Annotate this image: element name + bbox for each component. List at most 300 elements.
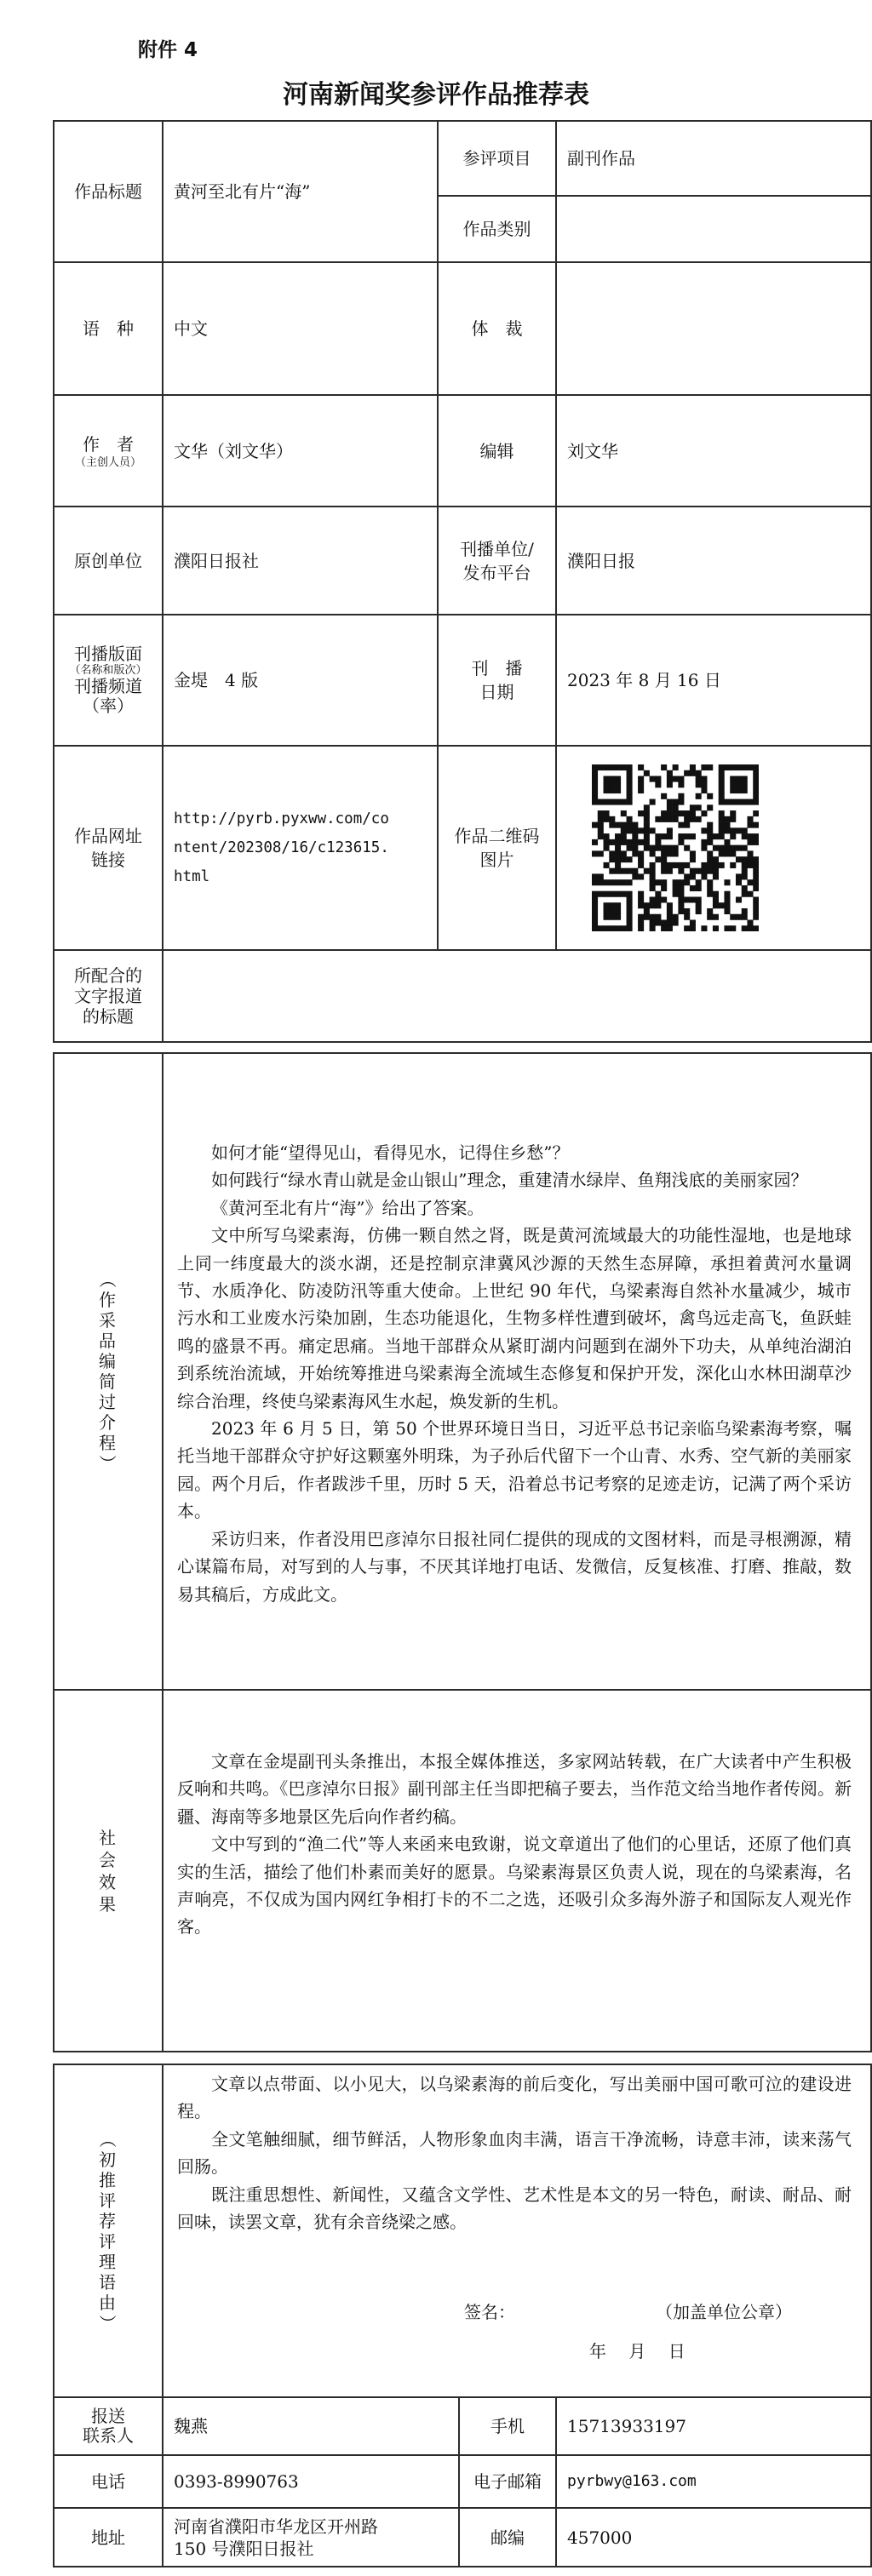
intro-label-char: （ <box>97 1271 118 1288</box>
qr-module <box>696 793 702 799</box>
qr-module <box>598 799 604 805</box>
qr-module <box>747 839 753 845</box>
intro-paragraph: 2023 年 6 月 5 日，第 50 个世界环境日当日，习近平总书记亲临乌梁素海考察，嘱托当地干部群众守护好这颗塞外明珠，为子孙后代留下一个山青、水秀、空气新的美丽家园。两个月后，作者跋涉千里，历时 5 天，沿着总书记考察的足迹走访，记满了两个采访本。 <box>177 1418 852 1522</box>
qr-module <box>604 799 610 805</box>
qr-module <box>690 764 696 770</box>
qr-module <box>632 850 638 856</box>
qr-module <box>707 764 713 770</box>
qr-module <box>684 822 690 828</box>
qr-module <box>638 896 644 902</box>
qr-module <box>667 850 673 856</box>
qr-module <box>615 845 621 851</box>
qr-module <box>604 810 610 816</box>
qr-module <box>667 833 673 839</box>
qr-module <box>644 810 650 816</box>
qr-module <box>747 822 753 828</box>
qr-module <box>650 873 656 879</box>
qr-module <box>661 816 667 822</box>
qr-module <box>753 839 759 845</box>
qr-module <box>667 925 673 931</box>
review-label-char: ） <box>97 2314 118 2332</box>
qr-module <box>673 919 679 925</box>
qr-module <box>667 827 673 833</box>
qr-module <box>742 914 748 920</box>
qr-module <box>730 845 736 851</box>
qr-module <box>730 827 736 833</box>
review-label-char: 评 <box>99 2190 116 2211</box>
qr-module <box>667 919 673 925</box>
qr-module <box>724 839 730 845</box>
qr-module <box>650 776 656 782</box>
qr-module <box>615 833 621 839</box>
qr-label-line2: 图片 <box>479 850 514 870</box>
qr-module <box>650 879 656 885</box>
qr-module <box>627 764 633 770</box>
effect-paragraph: 文章在金堤副刊头条推出，本报全媒体推送，多家网站转载，在广大读者中产生积极反响和共鸣。《巴彦淖尔日报》副刊部主任当即把稿子要去，当作范文给当地作者传阅。新疆、海南等多地景区先后向作者约稿。 <box>177 1751 852 1827</box>
qr-module <box>684 873 690 879</box>
qr-module <box>742 776 748 782</box>
qr-module <box>592 799 598 805</box>
author-value: 文华（刘文华） <box>174 440 293 461</box>
qr-module <box>724 822 730 828</box>
qr-module <box>696 879 702 885</box>
url-value[interactable] <box>164 747 437 949</box>
qr-module <box>747 891 753 897</box>
qr-module <box>627 879 633 885</box>
qr-module <box>730 799 736 805</box>
qr-module <box>650 845 656 851</box>
qr-module <box>701 827 707 833</box>
qr-module <box>753 902 759 908</box>
qr-module <box>724 925 730 931</box>
qr-module <box>724 879 730 885</box>
qr-module <box>736 856 742 862</box>
qr-module <box>707 879 713 885</box>
qr-module <box>592 896 598 902</box>
qr-module <box>592 908 598 914</box>
qr-module <box>736 827 742 833</box>
qr-module <box>678 896 684 902</box>
qr-module <box>736 787 742 793</box>
qr-module <box>701 925 707 931</box>
postcode-value: 457000 <box>567 2527 633 2548</box>
qr-module <box>627 925 633 931</box>
url-value-line3: html <box>174 868 210 885</box>
qr-module <box>661 925 667 931</box>
qr-module <box>661 862 667 868</box>
qr-module <box>604 845 610 851</box>
qr-module <box>742 827 748 833</box>
qr-module <box>690 804 696 810</box>
qr-module <box>736 845 742 851</box>
qr-module <box>632 868 638 874</box>
qr-module <box>690 850 696 856</box>
qr-module <box>719 850 725 856</box>
qr-module <box>678 822 684 828</box>
qr-module <box>609 816 615 822</box>
effect-label-char: 效 <box>99 1871 116 1892</box>
qr-module <box>747 833 753 839</box>
qr-module <box>719 776 725 782</box>
qr-module <box>667 816 673 822</box>
qr-module <box>615 879 621 885</box>
qr-module <box>696 781 702 787</box>
address-value-line2: 150 号濮阳日报社 <box>174 2538 314 2559</box>
genre-value <box>557 263 870 394</box>
qr-module <box>724 816 730 822</box>
qr-module <box>667 776 673 782</box>
qr-module <box>753 781 759 787</box>
qr-module <box>627 827 633 833</box>
date-label-line2: 日期 <box>479 682 514 702</box>
qr-module <box>609 850 615 856</box>
qr-module <box>713 925 719 931</box>
qr-module <box>719 793 725 799</box>
qr-module <box>615 902 621 908</box>
qr-module <box>724 891 730 897</box>
qr-module <box>701 781 707 787</box>
qr-module <box>753 787 759 793</box>
qr-module <box>707 804 713 810</box>
qr-module <box>701 787 707 793</box>
qr-module <box>678 902 684 908</box>
qr-module <box>719 781 725 787</box>
qr-module <box>673 804 679 810</box>
qr-module <box>724 845 730 851</box>
qr-module <box>644 845 650 851</box>
qr-module <box>730 925 736 931</box>
address-label: 地址 <box>91 2527 125 2548</box>
qr-module <box>753 856 759 862</box>
qr-module <box>604 781 610 787</box>
language-label: 语 种 <box>83 318 134 339</box>
qr-label-line1: 作品二维码 <box>454 826 540 846</box>
qr-module <box>621 839 627 845</box>
qr-module <box>615 914 621 920</box>
qr-module <box>753 873 759 879</box>
related-label <box>54 951 162 1041</box>
qr-module <box>655 781 661 787</box>
mobile-label: 手机 <box>490 2416 525 2436</box>
qr-module <box>644 868 650 874</box>
qr-module <box>592 776 598 782</box>
qr-module <box>598 873 604 879</box>
review-label-char: 语 <box>99 2271 116 2293</box>
qr-module <box>615 862 621 868</box>
qr-module <box>747 850 753 856</box>
qr-module <box>592 873 598 879</box>
intro-paragraph: 采访归来，作者没用巴彦淖尔日报社同仁提供的现成的文图材料，而是寻根溯源，精心谋篇布局，对写到的人与事，不厌其详地打电话、发微信，反复核准、打磨、推敲，数易其稿后，方成此文。 <box>177 1528 852 1605</box>
qr-module <box>736 776 742 782</box>
qr-module <box>684 816 690 822</box>
qr-module <box>713 868 719 874</box>
page-label-line1: 刊播版面 <box>74 643 142 664</box>
qr-module <box>678 862 684 868</box>
intro-label-char: 简 <box>99 1371 116 1392</box>
qr-module <box>696 896 702 902</box>
qr-module <box>730 776 736 782</box>
page-label-line3: （率） <box>83 696 134 717</box>
effect-label <box>95 1691 120 2051</box>
qr-module <box>736 781 742 787</box>
date-label <box>439 615 555 745</box>
qr-module <box>684 908 690 914</box>
qr-module <box>678 781 684 787</box>
qr-module <box>742 799 748 805</box>
email-label: 电子邮箱 <box>473 2471 542 2492</box>
qr-module <box>609 868 615 874</box>
qr-module <box>747 862 753 868</box>
qr-module <box>604 914 610 920</box>
qr-module <box>742 856 748 862</box>
qr-module <box>609 908 615 914</box>
qr-module <box>707 856 713 862</box>
qr-module <box>753 908 759 914</box>
page-value: 金堤 4 版 <box>174 670 259 690</box>
qr-module <box>730 787 736 793</box>
genre-label: 体 裁 <box>471 318 523 339</box>
qr-module <box>667 868 673 874</box>
qr-module <box>690 919 696 925</box>
qr-module <box>690 868 696 874</box>
qr-module <box>684 770 690 776</box>
qr-module <box>730 833 736 839</box>
qr-module <box>627 845 633 851</box>
qr-label <box>439 747 555 949</box>
qr-module <box>655 776 661 782</box>
review-label <box>95 2065 120 2396</box>
qr-module <box>678 799 684 805</box>
qr-module <box>592 793 598 799</box>
qr-module <box>736 879 742 885</box>
qr-module <box>644 816 650 822</box>
qr-module <box>661 896 667 902</box>
qr-module <box>615 850 621 856</box>
qr-module <box>742 764 748 770</box>
qr-module <box>609 764 615 770</box>
qr-module <box>621 822 627 828</box>
qr-module <box>678 885 684 891</box>
contact-value: 魏燕 <box>174 2416 208 2436</box>
qr-module <box>713 902 719 908</box>
qr-module <box>621 810 627 816</box>
qr-module <box>753 914 759 920</box>
qr-module <box>736 764 742 770</box>
qr-module <box>615 776 621 782</box>
qr-module <box>661 764 667 770</box>
qr-module <box>598 879 604 885</box>
qr-module <box>644 827 650 833</box>
review-paragraph: 全文笔触细腻，细节鲜活，人物形象血肉丰满，语言干净流畅，诗意丰沛，读来荡气回肠。 <box>177 2128 852 2178</box>
qr-module <box>661 885 667 891</box>
qr-module <box>684 833 690 839</box>
qr-module <box>592 925 598 931</box>
qr-module <box>644 770 650 776</box>
qr-module <box>730 816 736 822</box>
related-label-line3: 的标题 <box>83 1006 134 1027</box>
qr-module <box>673 879 679 885</box>
qr-module <box>713 891 719 897</box>
intro-label-char: 作 <box>99 1290 116 1310</box>
address-value-line1: 河南省濮阳市华龙区开州路 <box>174 2516 378 2537</box>
qr-module <box>753 770 759 776</box>
qr-module <box>598 764 604 770</box>
qr-module <box>609 856 615 862</box>
qr-module <box>736 896 742 902</box>
review-label-char: 荐 <box>99 2210 116 2231</box>
qr-module <box>604 925 610 931</box>
qr-module <box>661 868 667 874</box>
qr-module <box>598 810 604 816</box>
qr-module <box>661 850 667 856</box>
qr-module <box>678 908 684 914</box>
address-value <box>164 2509 458 2566</box>
editor-label: 编辑 <box>479 440 514 461</box>
annex-label: 附件 4 <box>138 39 198 61</box>
qr-module <box>638 827 644 833</box>
contact-label <box>54 2398 162 2454</box>
qr-module <box>753 925 759 931</box>
publish-unit-label-line2: 发布平台 <box>462 562 531 583</box>
review-label-char: 理 <box>99 2251 116 2272</box>
qr-module <box>724 902 730 908</box>
qr-module <box>604 891 610 897</box>
qr-module <box>650 919 656 925</box>
qr-module <box>690 896 696 902</box>
qr-module <box>598 822 604 828</box>
qr-module <box>655 839 661 845</box>
language-value: 中文 <box>174 318 208 339</box>
review-label-char: 推 <box>99 2169 116 2190</box>
qr-module <box>719 822 725 828</box>
qr-module <box>690 833 696 839</box>
qr-module <box>632 839 638 845</box>
qr-module <box>661 810 667 816</box>
qr-module <box>627 919 633 925</box>
qr-module <box>678 793 684 799</box>
qr-module <box>604 862 610 868</box>
qr-module <box>604 764 610 770</box>
qr-module <box>638 914 644 920</box>
qr-module <box>713 856 719 862</box>
qr-module <box>701 873 707 879</box>
qr-module <box>644 804 650 810</box>
qr-module <box>627 856 633 862</box>
qr-module <box>627 868 633 874</box>
qr-module <box>592 822 598 828</box>
qr-module <box>592 770 598 776</box>
intro-paragraph: 《黄河至北有片“海”》给出了答案。 <box>211 1197 485 1218</box>
qr-module <box>650 862 656 868</box>
phone-label: 电话 <box>91 2471 125 2492</box>
qr-module <box>730 914 736 920</box>
qr-module <box>655 833 661 839</box>
date-label-line1: 刊 播 <box>471 658 523 678</box>
qr-module <box>707 885 713 891</box>
qr-module <box>719 862 725 868</box>
work-title-value: 黄河至北有片“海” <box>174 181 311 202</box>
qr-module <box>592 764 598 770</box>
category-value: 副刊作品 <box>567 148 635 169</box>
qr-module <box>650 925 656 931</box>
qr-module <box>598 891 604 897</box>
qr-module <box>638 776 644 782</box>
email-value[interactable]: pyrbwy@163.com <box>567 2472 697 2491</box>
qr-module <box>719 764 725 770</box>
qr-module <box>655 816 661 822</box>
qr-module <box>655 891 661 897</box>
effect-label-char: 会 <box>99 1849 116 1870</box>
qr-module <box>627 902 633 908</box>
intro-paragraph: 如何才能“望得见山，看得见水，记得住乡愁”？ <box>211 1142 570 1163</box>
publish-unit-value: 濮阳日报 <box>567 550 635 571</box>
qr-module <box>742 781 748 787</box>
qr-module <box>638 862 644 868</box>
related-label-line1: 所配合的 <box>74 965 142 986</box>
qr-module <box>609 879 615 885</box>
qr-module <box>667 770 673 776</box>
qr-module <box>753 896 759 902</box>
qr-module <box>696 776 702 782</box>
qr-module <box>621 856 627 862</box>
qr-module <box>719 827 725 833</box>
qr-module <box>678 833 684 839</box>
qr-module <box>638 925 644 931</box>
qr-module <box>713 914 719 920</box>
review-label-char: （ <box>97 2130 118 2148</box>
qr-module <box>655 856 661 862</box>
qr-module <box>719 816 725 822</box>
qr-module <box>678 879 684 885</box>
qr-module <box>707 914 713 920</box>
qr-module <box>713 896 719 902</box>
qr-module <box>638 781 644 787</box>
qr-module <box>627 839 633 845</box>
qr-module <box>753 793 759 799</box>
qr-module <box>627 793 633 799</box>
qr-module <box>747 879 753 885</box>
work-title-label: 作品标题 <box>74 181 142 202</box>
qr-module <box>621 879 627 885</box>
qr-module <box>655 914 661 920</box>
qr-module <box>690 873 696 879</box>
qr-module <box>667 914 673 920</box>
url-label-line1: 作品网址 <box>74 826 142 846</box>
qr-module <box>604 787 610 793</box>
qr-module <box>742 891 748 897</box>
qr-module <box>667 781 673 787</box>
qr-module <box>621 827 627 833</box>
qr-module <box>592 891 598 897</box>
qr-module <box>627 799 633 805</box>
qr-module <box>615 925 621 931</box>
qr-module <box>701 839 707 845</box>
qr-module <box>673 845 679 851</box>
author-label-text: 作 者 <box>83 433 134 455</box>
qr-module <box>724 799 730 805</box>
phone-value: 0393-8990763 <box>174 2471 299 2492</box>
qr-code-icon[interactable] <box>592 764 759 931</box>
qr-module <box>673 776 679 782</box>
intro-text <box>177 1139 852 1608</box>
qr-module <box>667 902 673 908</box>
contact-label-line2: 联系人 <box>83 2425 134 2446</box>
qr-module <box>604 833 610 839</box>
qr-module <box>592 850 598 856</box>
unit-value: 濮阳日报社 <box>174 550 259 571</box>
qr-module <box>661 856 667 862</box>
qr-module <box>638 810 644 816</box>
